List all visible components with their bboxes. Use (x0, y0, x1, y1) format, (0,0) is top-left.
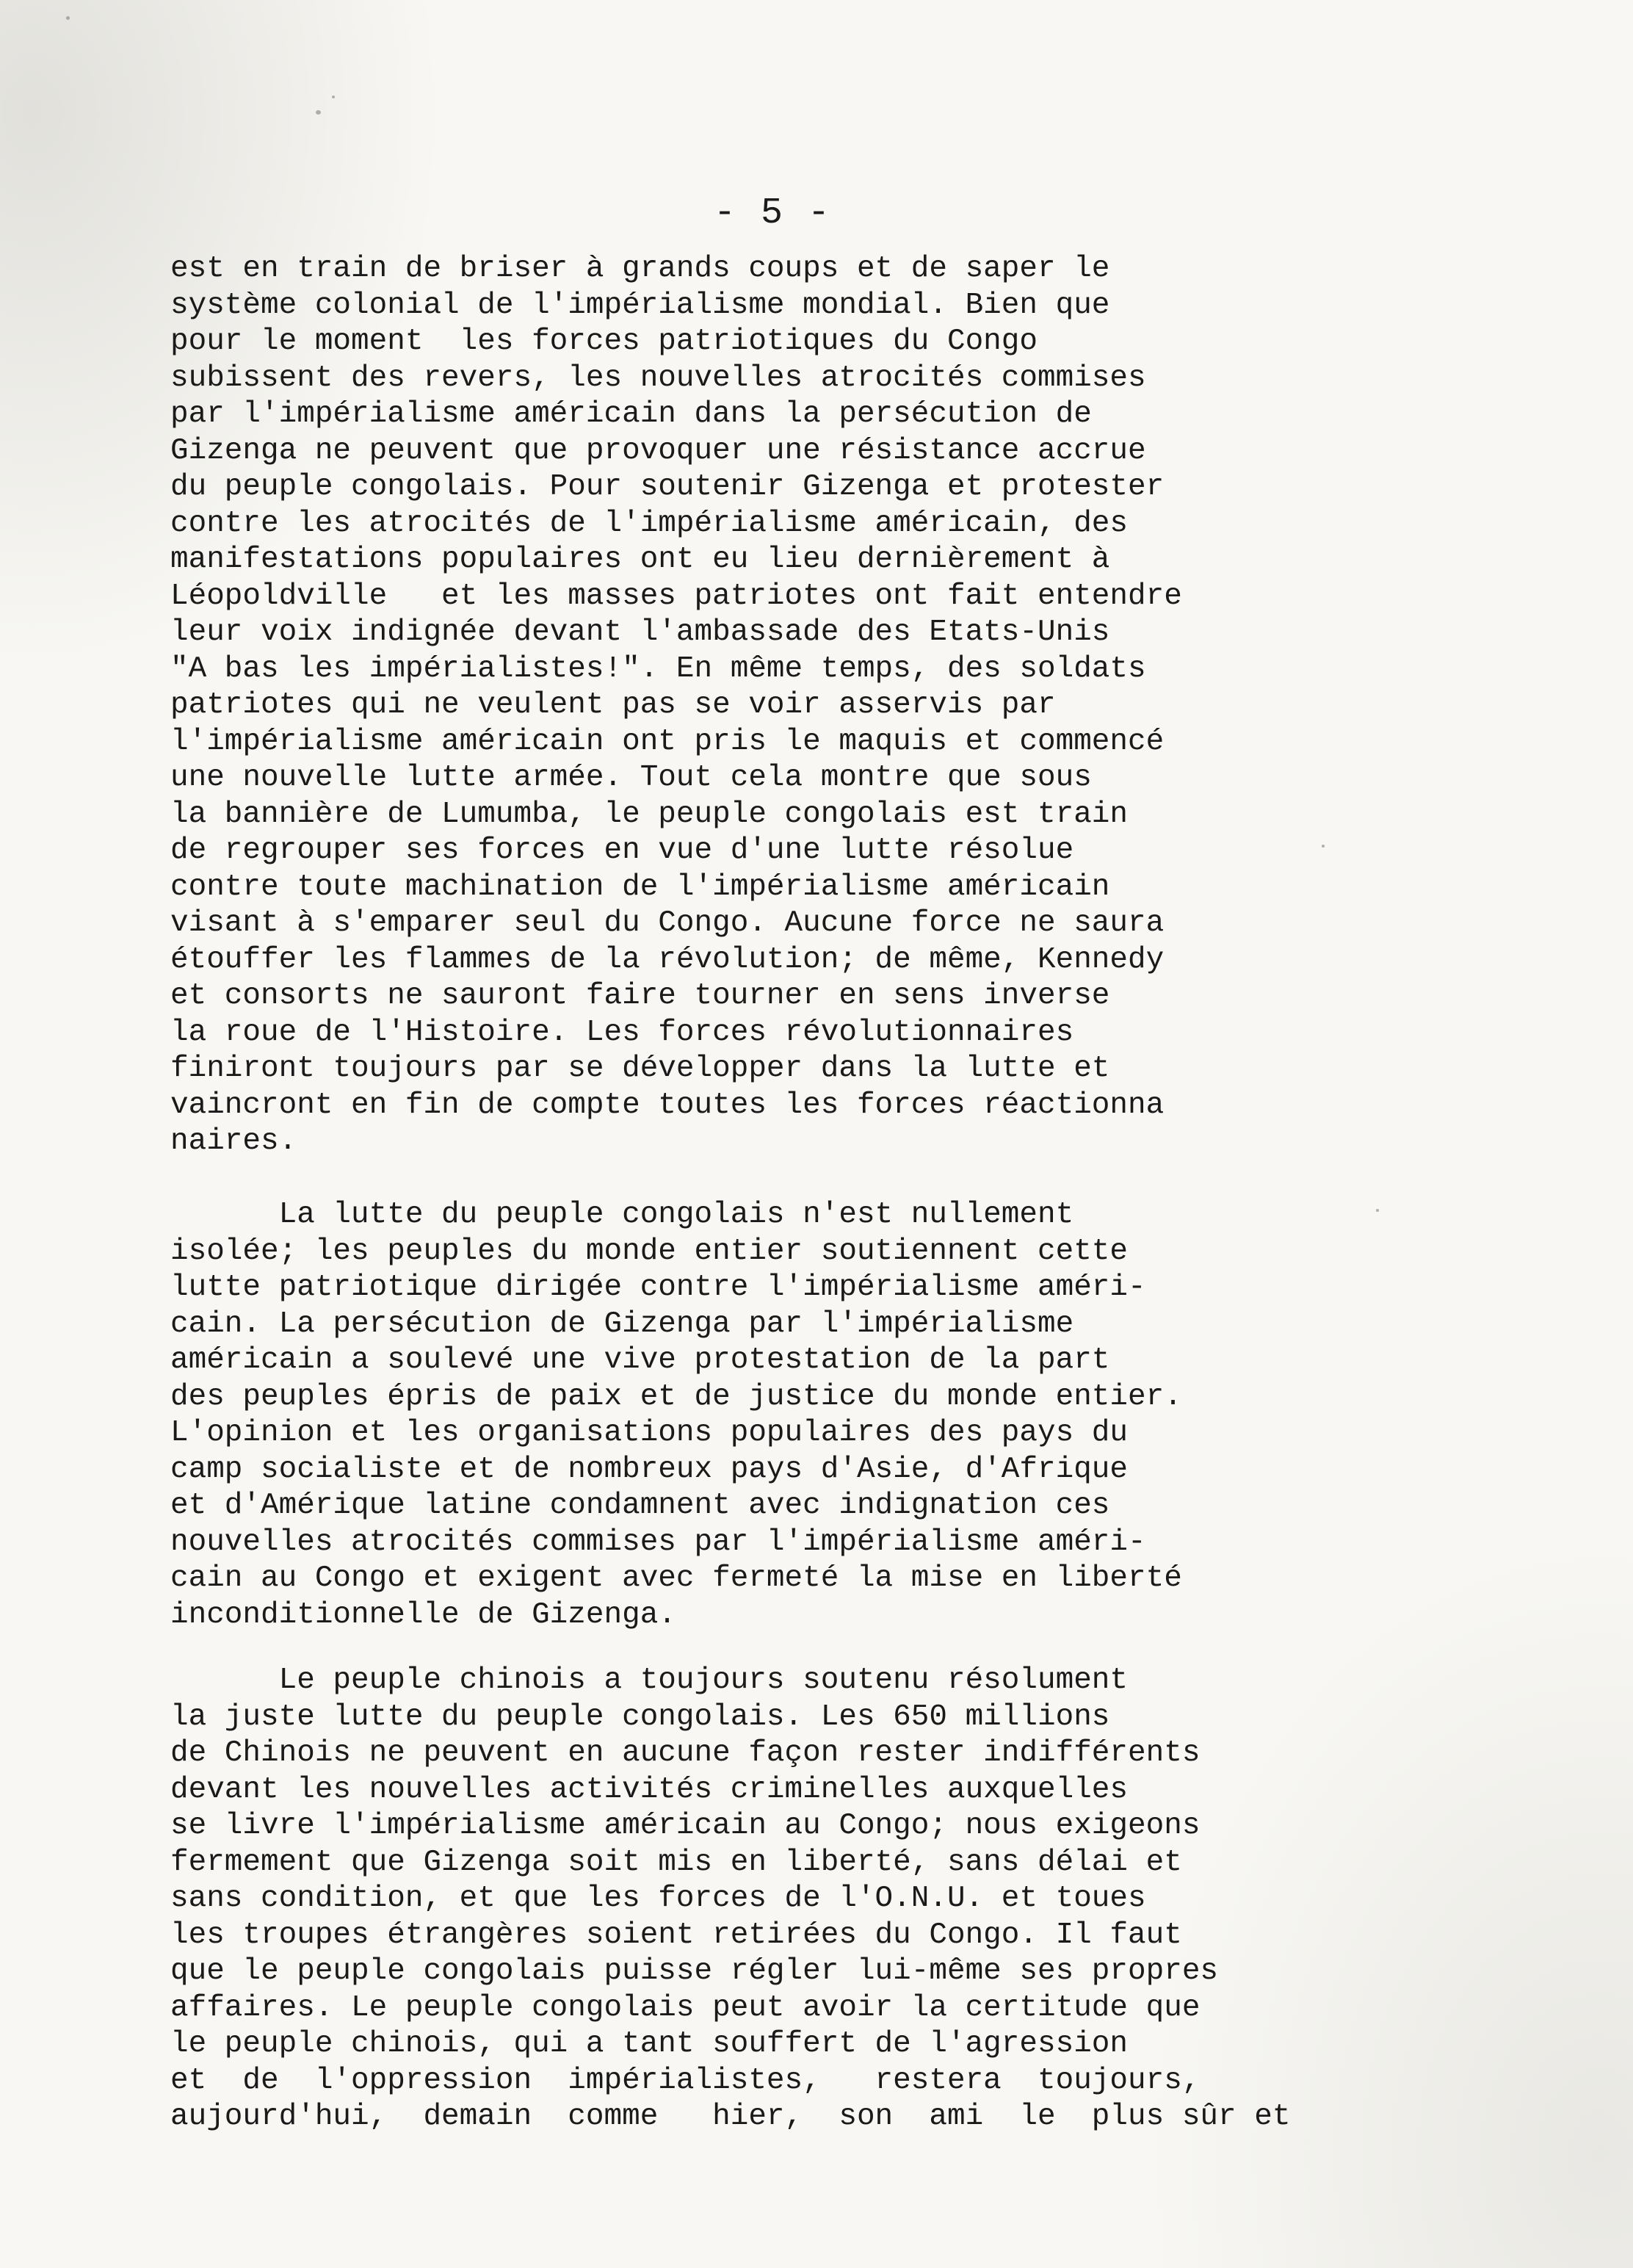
paragraph-3 (170, 1663, 1463, 2136)
scan-speck (66, 16, 70, 20)
text-line: cain. La persécution de Gizenga par l'impérialisme (170, 1307, 1074, 1341)
text-line: de regrouper ses forces en vue d'une lutte résolue (170, 834, 1074, 867)
text-line: et consorts ne sauront faire tourner en sens inverse (170, 979, 1110, 1013)
text-line: finiront toujours par se développer dans la lutte et (170, 1052, 1110, 1086)
text-line: l'impérialisme américain ont pris le maquis et commencé (170, 724, 1165, 759)
text-line: La lutte du peuple congolais n'est nullement (170, 1198, 1074, 1232)
text-line: isolée; les peuples du monde entier soutiennent cette (170, 1234, 1129, 1268)
scan-speck (332, 95, 335, 98)
text-line: les troupes étrangères soient retirées du Congo. Il faut (170, 1918, 1182, 1952)
text-line: la bannière de Lumumba, le peuple congolais est train (170, 797, 1129, 831)
text-line: que le peuple congolais puisse régler lui-même ses propres (170, 1954, 1219, 1988)
paragraph-2 (170, 1197, 1463, 1633)
text-line: fermement que Gizenga soit mis en liberté, sans délai et (170, 1845, 1182, 1879)
text-line: cain au Congo et exigent avec fermeté la mise en liberté (170, 1561, 1182, 1595)
text-line: de Chinois ne peuvent en aucune façon rester indifférents (170, 1736, 1201, 1770)
text-line: nouvelles atrocités commises par l'impérialisme améri- (170, 1525, 1146, 1559)
text-line: Le peuple chinois a toujours soutenu résolument (170, 1664, 1129, 1697)
text-line: Gizenga ne peuvent que provoquer une résistance accrue (170, 433, 1146, 468)
text-line: aujourd'hui, demain comme hier, son ami le plus sûr et (170, 2100, 1291, 2134)
text-line: leur voix indignée devant l'ambassade des Etats-Unis (170, 615, 1110, 649)
text-line: sans condition, et que les forces de l'O.N.U. et toues (170, 1882, 1146, 1915)
text-line: se livre l'impérialisme américain au Congo; nous exigeons (170, 1809, 1201, 1843)
text-line: la juste lutte du peuple congolais. Les 650 millions (170, 1700, 1110, 1734)
text-line: lutte patriotique dirigée contre l'impérialisme améri- (170, 1271, 1146, 1304)
text-line: inconditionnelle de Gizenga. (170, 1597, 676, 1632)
text-line: L'opinion et les organisations populaires des pays du (170, 1416, 1129, 1450)
text-line: par l'impérialisme américain dans la persécution de (170, 397, 1092, 431)
text-line: contre les atrocités de l'impérialisme américain, des (170, 506, 1129, 541)
text-line: étouffer les flammes de la révolution; de même, Kennedy (170, 942, 1165, 977)
text-line: des peuples épris de paix et de justice du monde entier. (170, 1379, 1182, 1414)
text-line: subissent des revers, les nouvelles atrocités commises (170, 361, 1146, 395)
text-line: américain a soulevé une vive protestation de la part (170, 1343, 1110, 1377)
text-line: patriotes qui ne veulent pas se voir asservis par (170, 688, 1056, 722)
text-line: camp socialiste et de nombreux pays d'Asie, d'Afrique (170, 1452, 1129, 1487)
text-line: naires. (170, 1124, 297, 1158)
scan-speck (316, 110, 321, 115)
text-line: le peuple chinois, qui a tant souffert de l'agression (170, 2027, 1129, 2061)
text-line: pour le moment les forces patriotiques du Congo (170, 325, 1038, 358)
text-line: contre toute machination de l'impérialisme américain (170, 870, 1110, 904)
text-line: "A bas les impérialistes!". En même temps, des soldats (170, 651, 1146, 686)
text-line: visant à s'emparer seul du Congo. Aucune force ne saura (170, 906, 1165, 940)
text-line: manifestations populaires ont eu lieu dernièrement à (170, 543, 1110, 577)
text-line: affaires. Le peuple congolais peut avoir la certitude que (170, 1990, 1201, 2025)
text-line: et d'Amérique latine condamnent avec indignation ces (170, 1489, 1110, 1523)
text-line: et de l'oppression impérialistes, restera toujours, (170, 2063, 1201, 2098)
text-line: est en train de briser à grands coups et de saper le (170, 252, 1110, 286)
text-line: devant les nouvelles activités criminelles auxquelles (170, 1772, 1129, 1807)
text-line: Léopoldville et les masses patriotes ont fait entendre (170, 579, 1182, 613)
page-number: - 5 - (714, 192, 832, 234)
text-line: la roue de l'Histoire. Les forces révolutionnaires (170, 1015, 1074, 1050)
text-line: du peuple congolais. Pour soutenir Gizenga et protester (170, 470, 1165, 504)
paragraph-1 (170, 251, 1463, 1160)
text-line: vaincront en fin de compte toutes les forces réactionna (170, 1088, 1165, 1122)
text-line: une nouvelle lutte armée. Tout cela montre que sous (170, 761, 1092, 795)
text-line: système colonial de l'impérialisme mondial. Bien que (170, 288, 1110, 322)
